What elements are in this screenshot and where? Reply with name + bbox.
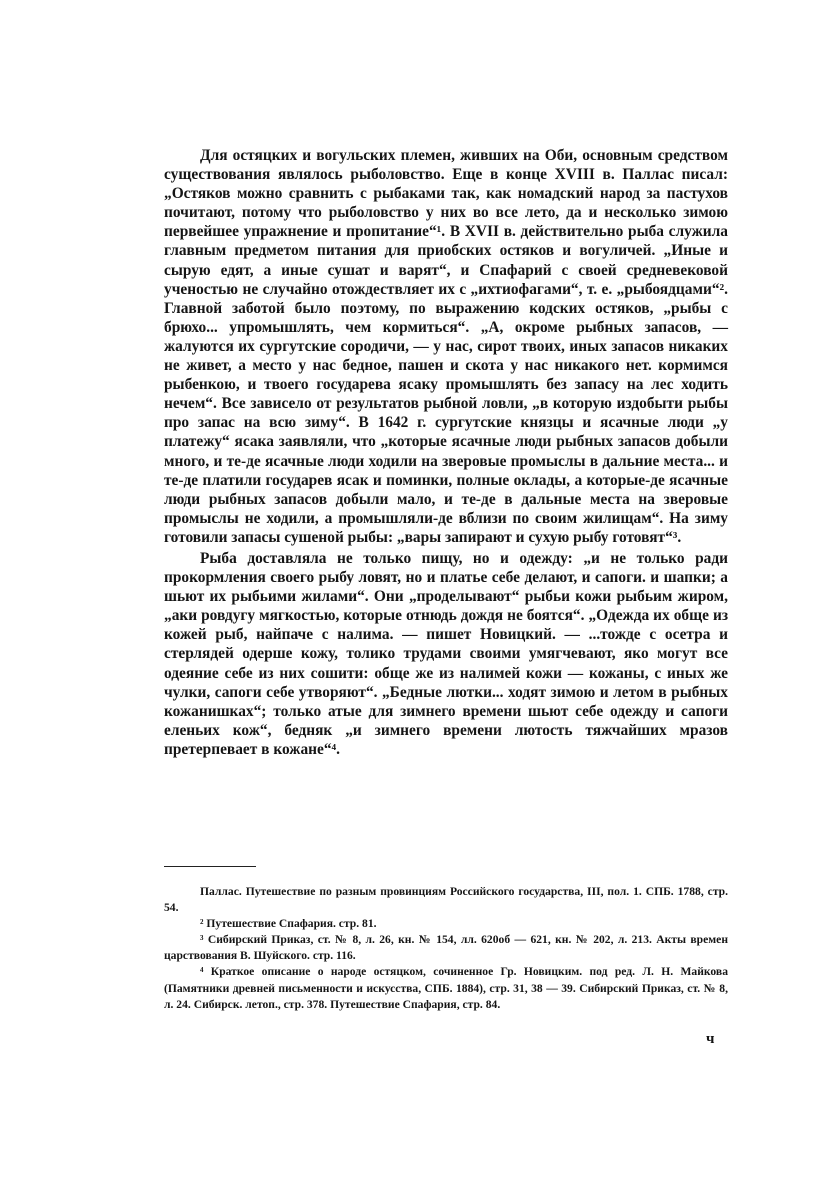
footnote-4: ⁴ Краткое описание о народе остяцком, сочиненное Гр. Новицким. под ред. Л. Н. Майкова (Памятники древней письменности и искусства, СПБ. 1884), стр. 31, 38 — 39. Сибирский Приказ, ст. № 8, л. 24. Сибирск. летоп., стр. 378. Путешествие Спафария, стр. 84. xyxy=(164,965,728,1011)
body-paragraph-2: Рыба доставляла не только пищу, но и одежду: „и не только ради прокормления своего рыбу ловят, но и платье себе делают, и сапоги. и шапки; а шьют их рыбьими жилами“. Они „проделывают“ рыбьи кожи рыбьим жиром, „аки ровдугу мягкостью, которые отнюдь дождя не боятся“. „Одежда их обще из кожей рыб, найпаче с налима. — пишет Новицкий. — ...тожде с осетра и стерлядей одерше кожу, толико трудами своими умягчевают, яко могут все одеяние себе из них сошити: обще же из налимей кожи — кожаны, с иных же чулки, сапоги себе утворяют“. „Бедные лютки... ходят зимою и летом в рыбных кожанишках“; только атые для зимнего времени шьют себе одежду и сапоги еленьих кож“, бедняк „и зимнего времени лютость тяжчайших мразов претерпевает в кожане“⁴. xyxy=(164,549,728,758)
page-number: ч xyxy=(706,1031,715,1047)
footnote-1: Паллас. Путешествие по разным провинциям Российского государства, III, пол. 1. СПБ. 1788, стр. 54. xyxy=(164,885,728,915)
footnote-divider xyxy=(164,866,256,867)
body-paragraph-1: Для остяцких и вогульских племен, живших на Оби, основным средством существования являлось рыболовство. Еще в конце XVIII в. Паллас писал: „Остяков можно сравнить с рыбаками так, как номадский народ за пастухов почитают, потому что рыболовство у них во все лето, да и несколько зимою первейшее упражнение и пропитание“¹. В XVII в. действительно рыба служила главным предметом питания для приобских остяков и вогуличей. „Иные и сырую едят, а иные сушат и варят“, и Спафарий с своей средневековой ученостью не случайно отождествляет их с „ихтиофагами“, т. е. „рыбоядцами“². Главной заботой было поэтому, по выражению кодских остяков, „рыбы с брюхо... упромышлять, чем кормиться“. „А, окроме рыбных запасов, — жалуются их сургутские сородичи, — у нас, сирот твоих, иных запасов никаких не живет, а место у нас бедное, пашен и скота у нас никакого нет. кормимся рыбенкою, и твоего государева ясаку промышлять без запасу на лес ходить нечем“. Все зависело от результатов рыбной ловли, „в которую издобыти рыбы про запас на всю зиму“. В 1642 г. сургутские князцы и ясачные люди „у платежу“ ясака заявляли, что „которые ясачные люди рыбных запасов добыли много, и те-де ясачные люди ходили на зверовые промыслы в дальние места... и те-де платили государев ясак и поминки, полные оклады, а которые-де ясачные люди рыбных запасов добыли мало, и те-де в дальные места на зверовые промыслы не ходили, а промышляли-де вблизи по своим жилищам“. На зиму готовили запасы сушеной рыбы: „вары запирают и сухую рыбу готовят“³. xyxy=(164,147,728,546)
footnote-2: ² Путешествие Спафария. стр. 81. xyxy=(200,917,377,931)
footnotes xyxy=(164,884,728,1013)
footnote-3: ³ Сибирский Приказ, ст. № 8, л. 26, кн. № 154, лл. 620об — 621, кн. № 202, л. 213. Акты времен царствования В. Шуйского. стр. 116. xyxy=(164,933,728,963)
main-text xyxy=(164,146,728,759)
